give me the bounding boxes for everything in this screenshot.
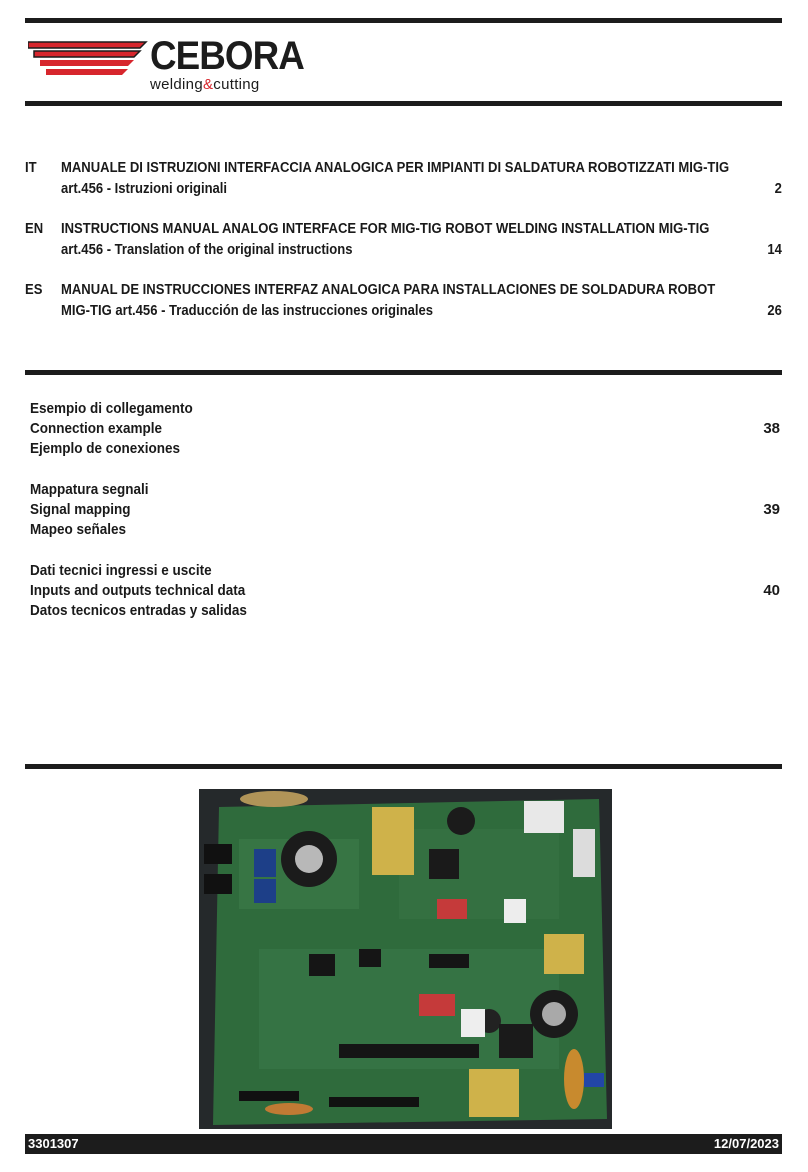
lang-title: INSTRUCTIONS MANUAL ANALOG INTERFACE FOR MIG-TIG ROBOT WELDING INSTALLATION MIG-TIG [61, 221, 710, 237]
section-line: Ejemplo de conexiones [30, 440, 181, 457]
photo-rule [25, 764, 782, 769]
section-rule [25, 370, 782, 375]
lang-page-number: 2 [774, 181, 782, 197]
lang-page-number: 26 [767, 303, 782, 319]
lang-subtitle: MIG-TIG art.456 - Traducción de las instrucciones originales [61, 303, 434, 319]
circuit-board-photo [199, 789, 612, 1129]
lang-title: MANUAL DE INSTRUCCIONES INTERFAZ ANALOGICA PARA INSTALLACIONES DE SOLDADURA ROBOT [61, 282, 716, 298]
section-connection-example [30, 399, 193, 459]
lang-page-number: 14 [767, 242, 782, 258]
section-technical-data [30, 561, 247, 621]
section-line: Signal mapping [30, 501, 131, 518]
section-page-number: 38 [763, 420, 780, 437]
document-date: 12/07/2023 [713, 1136, 779, 1151]
lang-code: IT [25, 160, 37, 176]
section-signal-mapping [30, 480, 149, 540]
header-rule [25, 101, 782, 106]
section-page-number: 40 [763, 582, 780, 599]
section-line: Inputs and outputs technical data [30, 582, 246, 599]
lang-code: EN [25, 221, 44, 237]
brand-name: CEBORA [150, 34, 304, 78]
section-line: Mappatura segnali [30, 481, 149, 498]
section-line: Esempio di collegamento [30, 400, 193, 417]
lang-subtitle: art.456 - Istruzioni originali [61, 181, 228, 197]
section-line: Connection example [30, 420, 163, 437]
section-page-number: 39 [763, 501, 780, 518]
section-line: Mapeo señales [30, 521, 127, 538]
top-rule [25, 18, 782, 23]
lang-title: MANUALE DI ISTRUZIONI INTERFACCIA ANALOGICA PER IMPIANTI DI SALDATURA ROBOTIZZATI MIG-TIG [61, 160, 730, 176]
lang-subtitle: art.456 - Translation of the original instructions [61, 242, 353, 258]
section-line: Dati tecnici ingressi e uscite [30, 562, 212, 579]
lang-code: ES [25, 282, 43, 298]
section-line: Datos tecnicos entradas y salidas [30, 602, 247, 619]
brand-tagline: welding&cutting [150, 76, 260, 93]
document-code: 3301307 [28, 1136, 79, 1151]
footer-bar [25, 1134, 782, 1154]
